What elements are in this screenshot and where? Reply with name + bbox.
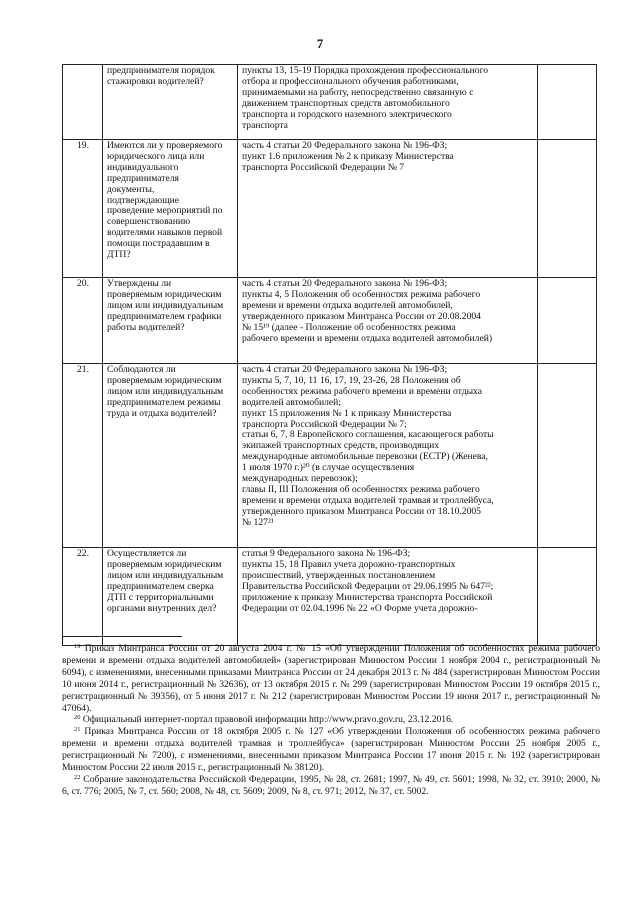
question-line: проверяемым юридическим xyxy=(107,288,222,300)
reference-line: происшествий, утвержденных постановлением xyxy=(242,569,436,581)
legal-references-cell xyxy=(238,548,538,646)
reference-line: утвержденного приказом Минтранса России от 18.10.2005 xyxy=(242,505,481,517)
footnote-text: Официальный интернет-портал правовой информации http://www.pravo.gov.ru, 23.12.2016. xyxy=(82,714,454,726)
reference-line: отбора и профессионального обучения работниками, xyxy=(242,75,459,87)
table-row xyxy=(63,548,597,646)
row-number: 21. xyxy=(63,364,103,548)
question-line: лицом или индивидуальным xyxy=(107,569,224,581)
footnote-mark: 21 xyxy=(74,726,81,734)
question-cell xyxy=(103,364,238,548)
footnote-text: Приказ Минтранса России от 20 августа 2004 г. № 15 «Об утверждении Положения об особенностях режима рабочего времени и времени отдыха водителей автомобилей» (зарегистрирован Минюстом России 1 ноября 2004 г., регистрационный № 6094), с изменениями, внесенными приказами Минтранса России от 24 декабря 2013 г. № 484 (зарегистрирован Минюстом России 10 июня 2014 г., регистрационный № 32636), от 13 октября 2015 г. № 299 (зарегистрирован Минюстом России 19 октября 2015 г., регистрационный № 39356), от 5 июня 2017 г. № 212 (зарегистрирован Минюстом России 19 июня 2017 г., регистрационный № 47064). xyxy=(62,643,600,714)
reference-line: № 15¹⁹ (далее - Положение об особенностях режима xyxy=(242,321,456,333)
question-cell xyxy=(103,140,238,278)
footnote xyxy=(62,714,600,726)
reference-line: пункт 15 приложения № 1 к приказу Министерства xyxy=(242,407,452,419)
question-line: органами внутренних дел? xyxy=(107,602,217,614)
question-cell xyxy=(103,548,238,646)
reference-line: времени и времени отдыха водителей трамвая и троллейбуса, xyxy=(242,494,494,506)
question-line: лицом или индивидуальным xyxy=(107,299,224,311)
question-line: проведение мероприятий по xyxy=(107,205,223,217)
question-line: помощи пострадавшим в xyxy=(107,238,210,250)
question-line: документы, xyxy=(107,183,155,195)
answer-cell xyxy=(538,548,597,646)
footnote-text: Собрание законодательства Российской Федерации, 1995, № 28, ст. 2681; 1997, № 49, ст. 5601; 1998, № 32, ст. 3910; 2000, № 6, ст. 776; 2005, № 7, ст. 560; 2008, № 48, ст. 5609; 2009, № 8, ст. 971; 2012, № 37, ст. 5002. xyxy=(62,773,600,797)
question-line: предпринимателем сверка xyxy=(107,580,214,592)
answer-cell xyxy=(538,65,597,140)
question-line: подтверждающие xyxy=(107,194,179,206)
row-number: 19. xyxy=(63,140,103,278)
row-number: 20. xyxy=(63,278,103,364)
reference-line: движением транспортных средств автомобильного xyxy=(242,97,450,109)
reference-line: № 127²¹ xyxy=(242,516,274,528)
reference-line: рабочего времени и времени отдыха водителей автомобилей) xyxy=(242,332,493,344)
question-line: предпринимателя порядок xyxy=(107,65,215,76)
question-line: водителями навыков первой xyxy=(107,227,223,239)
footnotes xyxy=(62,643,600,798)
question-cell xyxy=(103,278,238,364)
footnote xyxy=(62,774,600,798)
page-number: 7 xyxy=(316,36,324,51)
question-line: ДТП с территориальными xyxy=(107,591,214,603)
reference-line: международных перевозок); xyxy=(242,473,358,485)
reference-line: транспорта Российской Федерации № 7 xyxy=(242,161,405,173)
question-line: стажировки водителей? xyxy=(107,75,204,87)
footnote-mark: 19 xyxy=(74,643,81,650)
question-cell xyxy=(103,65,238,140)
reference-line: статья 9 Федерального закона № 196-ФЗ; xyxy=(242,548,411,559)
legal-references-cell xyxy=(238,278,538,364)
question-line: предпринимателя xyxy=(107,172,179,184)
reference-line: водителей автомобилей; xyxy=(242,396,341,408)
reference-line: пункт 1.6 приложения № 2 к приказу Министерства xyxy=(242,150,454,162)
reference-line: транспорта xyxy=(242,119,288,131)
question-line: Осуществляется ли xyxy=(107,548,187,559)
question-line: лицом или индивидуальным xyxy=(107,385,224,397)
question-line: предпринимателем режимы xyxy=(107,396,221,408)
legal-references-cell xyxy=(238,140,538,278)
footnote-text: Приказ Минтранса России от 18 октября 2005 г. № 127 «Об утверждении Положения об особенностях режима рабочего времени и времени отдыха водителей трамвая и троллейбуса» (зарегистрирован Минюстом России 25 ноября 2005 г., регистрационный № 7200), с изменениями, внесенными приказом Минтранса России 17 июня 2015 г. № 192 (зарегистрирован Минюстом России 22 июля 2015 г., регистрационный № 38120). xyxy=(62,726,600,774)
question-line: проверяемым юридическим xyxy=(107,558,222,570)
reference-line: пункты 13, 15-19 Порядка прохождения профессионального xyxy=(242,65,489,76)
table-row xyxy=(63,140,597,278)
reference-line: принимаемыми на работу, непосредственно связанную с xyxy=(242,86,474,98)
question-line: работы водителей? xyxy=(107,321,185,333)
question-line: индивидуального xyxy=(107,161,179,173)
question-line: Соблюдаются ли xyxy=(107,364,176,375)
footnote-separator xyxy=(62,636,182,637)
reference-line: часть 4 статьи 20 Федерального закона № 196-ФЗ; xyxy=(242,278,448,289)
reference-line: особенностях режима рабочего времени и времени отдыха xyxy=(242,385,482,397)
reference-line: утвержденного приказом Минтранса России от 20.08.2004 xyxy=(242,310,481,322)
question-line: совершенствованию xyxy=(107,216,191,228)
answer-cell xyxy=(538,364,597,548)
reference-line: экипажей транспортных средств, производящих xyxy=(242,440,440,452)
legal-references-cell xyxy=(238,364,538,548)
question-line: ДТП? xyxy=(107,249,131,261)
reference-line: 1 июля 1970 г.)²⁰ (в случае осуществления xyxy=(242,462,415,474)
reference-line: международные автомобильные перевозки (ЕСТР) (Женева, xyxy=(242,451,488,463)
reference-line: главы II, III Положения об особенностях режима рабочего xyxy=(242,483,480,495)
checklist-table xyxy=(62,64,597,646)
question-line: труда и отдыха водителей? xyxy=(107,407,217,419)
question-line: Имеются ли у проверяемого xyxy=(107,140,223,151)
reference-line: часть 4 статьи 20 Федерального закона № 196-ФЗ; xyxy=(242,364,448,375)
legal-references-cell xyxy=(238,65,538,140)
reference-line: приложение к приказу Министерства транспорта Российской xyxy=(242,591,493,603)
reference-line: транспорта и городского наземного электрического xyxy=(242,108,452,120)
answer-cell xyxy=(538,278,597,364)
answer-cell xyxy=(538,140,597,278)
footnote-mark: 20 xyxy=(74,714,81,722)
reference-line: транспорта Российской Федерации № 7; xyxy=(242,418,407,430)
table-row xyxy=(63,65,597,140)
question-line: Утверждены ли xyxy=(107,278,172,289)
reference-line: Федерации от 02.04.1996 № 22 «О Форме учета дорожно- xyxy=(242,602,478,614)
row-number: 22. xyxy=(63,548,103,646)
question-line: проверяемым юридическим xyxy=(107,374,222,386)
reference-line: пункты 4, 5 Положения об особенностях режима рабочего xyxy=(242,288,481,300)
row-number xyxy=(63,65,103,140)
reference-line: часть 4 статьи 20 Федерального закона № 196-ФЗ; xyxy=(242,140,448,151)
question-line: предпринимателем графики xyxy=(107,310,222,322)
table-row xyxy=(63,364,597,548)
reference-line: пункты 15, 18 Правил учета дорожно-транспортных xyxy=(242,558,456,570)
reference-line: времени и времени отдыха водителей автомобилей, xyxy=(242,299,453,311)
reference-line: статьи 6, 7, 8 Европейского соглашения, касающегося работы xyxy=(242,429,494,441)
reference-line: Правительства Российской Федерации от 29.06.1995 № 647²²; xyxy=(242,580,494,592)
question-line: юридического лица или xyxy=(107,150,205,162)
reference-line: пункты 5, 7, 10, 11 16, 17, 19, 23-26, 28 Положения об xyxy=(242,374,461,386)
footnote xyxy=(62,726,600,774)
footnote-mark: 22 xyxy=(74,773,81,781)
footnote xyxy=(62,643,600,714)
table-row xyxy=(63,278,597,364)
